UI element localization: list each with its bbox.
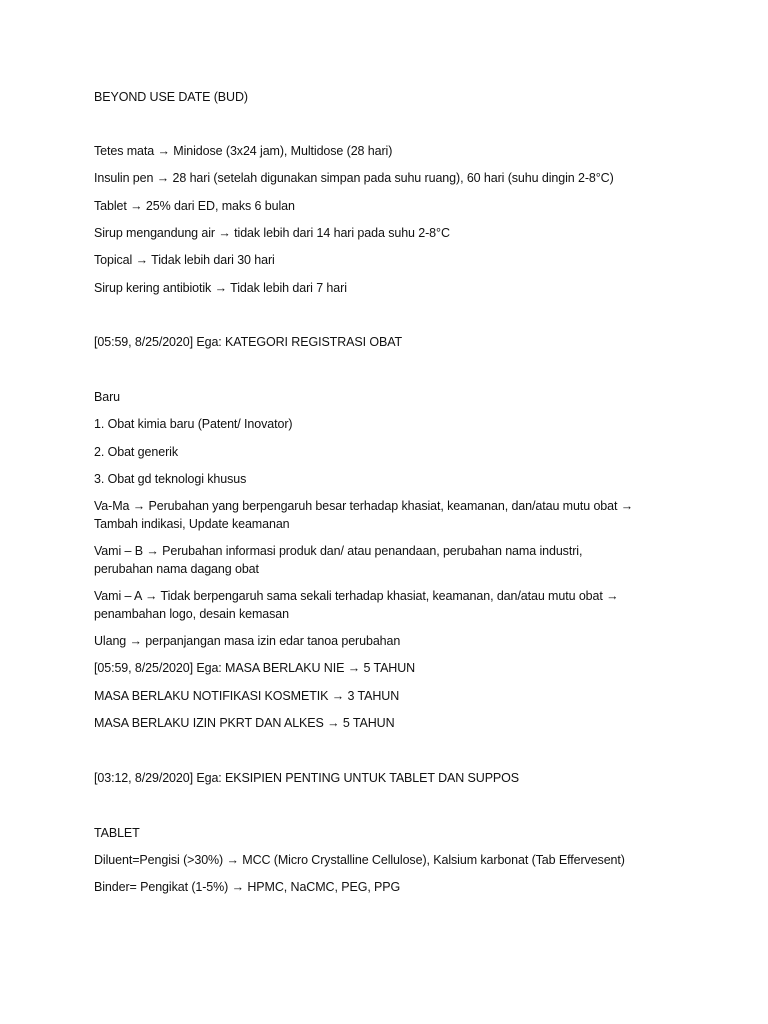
- text-line: Baru: [94, 390, 121, 404]
- text-line: perubahan nama dagang obat: [94, 562, 259, 576]
- heading-bud: BEYOND USE DATE (BUD): [94, 90, 248, 104]
- text-line: Sirup kering antibiotik → Tidak lebih dari 7 hari: [94, 281, 347, 295]
- text-line: Tambah indikasi, Update keamanan: [94, 517, 290, 531]
- text-line: Vami – B → Perubahan informasi produk dan/ atau penandaan, perubahan nama industri,: [94, 544, 583, 558]
- section-heading-tablet: TABLET: [94, 826, 140, 840]
- chat-message-heading: [05:59, 8/25/2020] Ega: MASA BERLAKU NIE → 5 TAHUN: [94, 661, 416, 675]
- list-item: 3. Obat gd teknologi khusus: [94, 472, 247, 486]
- chat-message-heading: [03:12, 8/29/2020] Ega: EKSIPIEN PENTING UNTUK TABLET DAN SUPPOS: [94, 771, 520, 785]
- chat-message-heading: [05:59, 8/25/2020] Ega: KATEGORI REGISTRASI OBAT: [94, 335, 403, 349]
- text-line: MASA BERLAKU NOTIFIKASI KOSMETIK → 3 TAHUN: [94, 689, 400, 703]
- text-line: Tetes mata → Minidose (3x24 jam), Multidose (28 hari): [94, 144, 393, 158]
- text-line: MASA BERLAKU IZIN PKRT DAN ALKES → 5 TAHUN: [94, 716, 395, 730]
- text-line: Vami – A → Tidak berpengaruh sama sekali terhadap khasiat, keamanan, dan/atau mutu obat →: [94, 589, 619, 603]
- text-line: Insulin pen → 28 hari (setelah digunakan simpan pada suhu ruang), 60 hari (suhu dingin 2-8°C): [94, 171, 614, 185]
- text-line: Diluent=Pengisi (>30%) → MCC (Micro Crystalline Cellulose), Kalsium karbonat (Tab Effervesent): [94, 853, 625, 867]
- text-line: Ulang → perpanjangan masa izin edar tanoa perubahan: [94, 634, 401, 648]
- text-line: Topical → Tidak lebih dari 30 hari: [94, 253, 275, 267]
- text-line: Va-Ma → Perubahan yang berpengaruh besar terhadap khasiat, keamanan, dan/atau mutu obat →: [94, 499, 634, 513]
- text-line: Sirup mengandung air → tidak lebih dari 14 hari pada suhu 2-8°C: [94, 226, 450, 240]
- text-line: penambahan logo, desain kemasan: [94, 607, 289, 621]
- text-line: Binder= Pengikat (1-5%) → HPMC, NaCMC, PEG, PPG: [94, 880, 401, 894]
- list-item: 1. Obat kimia baru (Patent/ Inovator): [94, 417, 293, 431]
- text-line: Tablet → 25% dari ED, maks 6 bulan: [94, 199, 295, 213]
- list-item: 2. Obat generik: [94, 445, 178, 459]
